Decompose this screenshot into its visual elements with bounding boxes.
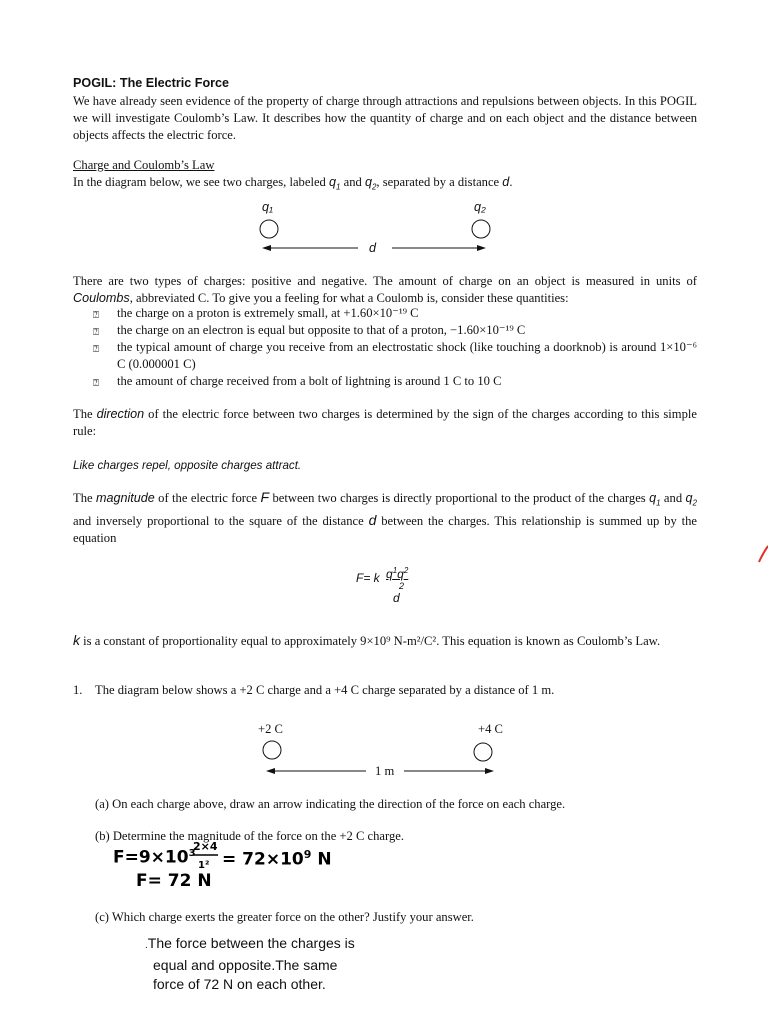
right-charge-label: +4 C	[478, 722, 503, 736]
intro-paragraph: We have already seen evidence of the property of charge through attractions and repulsions between objects. In this POGIL we will investigate Coulomb’s Law. It describes how the quantity of charge and on each object and the distance between objects affects the electric force.	[73, 94, 697, 142]
list-item: the charge on an electron is equal but opposite to that of a proton, −1.60×10⁻¹⁹ C	[117, 323, 526, 337]
rule-text: Like charges repel, opposite charges attract.	[73, 459, 302, 472]
handwritten-line-2: F= 72 N	[136, 871, 212, 891]
question-number: 1.	[73, 683, 83, 697]
section-heading: Charge and Coulomb’s Law	[73, 158, 215, 172]
list-item: the charge on a proton is extremely small, at +1.60×10⁻¹⁹ C	[117, 306, 419, 320]
diagram-intro: In the diagram below, we see two charges, labeled $q_1$ and $q_2$, separated by a distance d.	[73, 175, 513, 192]
answer-line: force of 72 N on each other.	[153, 976, 326, 992]
charges-paragraph: There are two types of charges: positive and negative. The amount of charge on an object is measured in units of Coulombs, abbreviated C. To give you a feeling for what a Coulomb is, consider these quantities:	[73, 274, 697, 305]
question-part-a: (a) On each charge above, draw an arrow indicating the direction of the force on each charge.	[95, 797, 566, 811]
bullet-glyph: ⍰	[93, 344, 99, 355]
direction-paragraph: The direction of the electric force between two charges is determined by the sign of the charges according to this simple rule:	[73, 407, 697, 438]
page-title: POGIL: The Electric Force	[73, 76, 230, 90]
question-part-b: (b) Determine the magnitude of the force on the +2 C charge.	[95, 829, 405, 843]
bullet-glyph: ⍰	[93, 378, 99, 389]
typed-answer	[145, 934, 355, 995]
answer-marker: .	[145, 940, 148, 951]
charge-q2-circle	[472, 220, 490, 238]
q2-label: q₂	[474, 200, 486, 214]
answer-line: equal and opposite.The same	[153, 956, 338, 973]
equation-denominator-exp: 2	[399, 581, 405, 591]
charge-plus4-circle	[474, 743, 492, 761]
handwritten-result: = $72\times 10^9$ N	[222, 848, 332, 870]
handwritten-fraction-denominator: 1²	[198, 860, 210, 871]
answer-line: The force between the charges is	[147, 935, 355, 951]
distance-label: d	[369, 241, 377, 255]
list-item: the typical amount of charge you receive from an electrostatic shock (like touching a doorknob) is around 1×10⁻⁶ C (0.000001 C)	[117, 340, 697, 371]
handwritten-line-1: $F=9\times 10^3$	[113, 847, 196, 868]
red-pen-mark	[759, 546, 768, 562]
question-part-c: (c) Which charge exerts the greater force on the other? Justify your answer.	[95, 910, 474, 924]
charge-q1-circle	[260, 220, 278, 238]
bullet-glyph: ⍰	[93, 310, 99, 321]
q1-label: q₁	[262, 200, 273, 214]
magnitude-paragraph: The magnitude of the electric force F between two charges is directly proportional to the product of the charges $q_1$ and $q_2$ and inversely proportional to the square of the distance d between the charges. This relationship is summed up by the equation	[73, 489, 698, 545]
equation-lhs: F= k	[356, 571, 380, 585]
list-item: the amount of charge received from a bolt of lightning is around 1 C to 10 C	[117, 374, 502, 388]
distance-label-2: 1 m	[375, 764, 395, 778]
handwritten-fraction-numerator: 2×4	[193, 840, 218, 853]
equation-numerator: $q^1q^2$	[386, 566, 409, 581]
charge-plus2-circle	[263, 741, 281, 759]
question-text: The diagram below shows a +2 C charge and a +4 C charge separated by a distance of 1 m.	[95, 683, 555, 697]
left-charge-label: +2 C	[258, 722, 283, 736]
equation-denominator: d	[393, 591, 400, 605]
constant-paragraph: k is a constant of proportionality equal to approximately 9×10⁹ N-m²/C². This equation is known as Coulomb’s Law.	[73, 632, 661, 648]
bullet-glyph: ⍰	[93, 327, 99, 338]
